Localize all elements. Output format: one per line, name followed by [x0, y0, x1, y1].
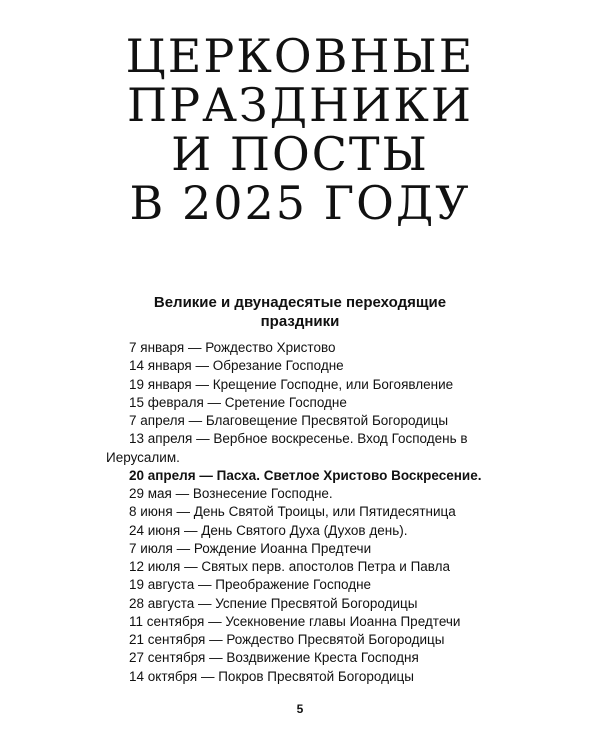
holiday-entry: 14 января — Обрезание Господне: [129, 358, 344, 374]
title-line: ПРАЗДНИКИ: [127, 78, 473, 132]
holiday-entry: 27 сентября — Воздвижение Креста Господня: [129, 650, 419, 666]
holiday-entry: 19 августа — Преображение Господне: [129, 577, 372, 593]
holiday-entry: 29 мая — Вознесение Господне.: [129, 486, 333, 501]
section-heading: [0, 293, 600, 331]
title-line: И ПОСТЫ: [171, 127, 429, 181]
holiday-entry: 7 января — Рождество Христово: [129, 340, 336, 355]
holiday-list: [0, 339, 600, 686]
section-heading-line: праздники: [260, 313, 340, 330]
holiday-entry: 7 апреля — Благовещение Пресвятой Богородицы: [129, 413, 449, 428]
holiday-entry: 19 января — Крещение Господне, или Богоявление: [129, 376, 454, 392]
page-title: [0, 29, 600, 230]
holiday-entry: 12 июля — Святых перв. апостолов Петра и Павла: [129, 559, 451, 574]
holiday-entry: 7 июля — Рождение Иоанна Предтечи: [129, 540, 372, 556]
holiday-entry-easter: 20 апреля — Пасха. Светлое Христово Воскресение.: [129, 467, 482, 483]
holiday-entry: 28 августа — Успение Пресвятой Богородицы: [129, 595, 418, 611]
holiday-entry-continuation: Иерусалим.: [106, 449, 180, 465]
holiday-entry: 24 июня — День Святого Духа (Духов день).: [129, 522, 408, 538]
holiday-entry: 15 февраля — Сретение Господне: [129, 394, 347, 410]
holiday-entry: 8 июня — День Святой Троицы, или Пятидесятница: [129, 504, 456, 520]
holiday-entry: 21 сентября — Рождество Пресвятой Богородицы: [129, 632, 445, 647]
holiday-entry: 14 октября — Покров Пресвятой Богородицы: [129, 668, 414, 684]
section-heading-line: Великие и двунадесятые переходящие: [153, 294, 447, 311]
holiday-entry: 13 апреля — Вербное воскресенье. Вход Господень в: [129, 431, 468, 447]
page-number: 5: [296, 702, 304, 716]
title-line: В 2025 ГОДУ: [129, 176, 471, 230]
holiday-entry: 11 сентября — Усекновение главы Иоанна Предтечи: [129, 613, 461, 629]
title-line: ЦЕРКОВНЫЕ: [125, 29, 475, 83]
